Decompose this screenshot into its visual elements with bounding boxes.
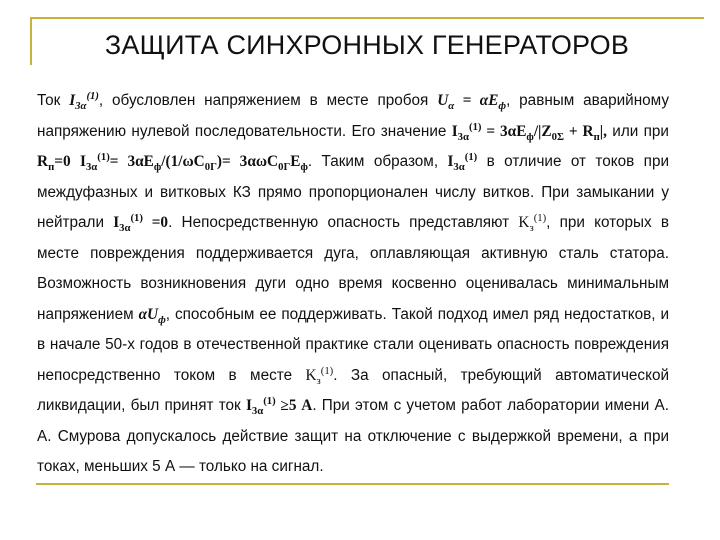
paragraph-text: Ток $I_{3\alpha}^{(1)}$, обусловлен напряжением в месте пробоя $U_\alpha = \alpha E_ф$, равным аварийному напряжению нулевой последовательности. Его значение $I_{3\alpha}^{(1)} = 3\alpha E_ф/|Z_{0\Sigma} + R_п|$, или при $R_п=0$ $I_{3\alpha}^{(1)}= 3\alpha E_ф/(1/\omega C_{0Г})= 3\alpha\omega C_{0Г}E_ф$. Таким образом, $I_{3\alpha}^{(1)}$ в отличие от токов при междуфазных и витковых КЗ прямо пропорционален числу витков. При замыкании у нейтрали $I_{3\alpha}^{(1)} =0$. Непосредственную опасность представляют $K_з^{(1)}$, при которых в месте повреждения поддерживается дуга, оплавляющая активную сталь статора. Возможность возникновения дуги одно время косвенно оценивалась минимальным напряжением $\alpha U_ф$, способным ее поддерживать. Такой подход имел ряд недостатков, и в начале 50-х годов в отечественной практике стали оценивать опасность повреждения непосредственно током в месте $K_з^{(1)}$. За опасный, требующий автоматической ликвидации, был принят ток $I_{3\alpha}^{(1)} \ge 5$ А. При этом с учетом работ лаборатории имени А. А. Смурова допускалось действие защит на отключение с выдержкой времени, а при токах, меньших 5 А — только на сигнал. — [37, 89, 669, 475]
formula-i3a-capacitive: $I_{3\alpha}^{(1)}= 3\alpha E_ф/(1/\omega C_{0Г})= 3\alpha\omega C_{0Г}E_ф$ — [80, 150, 308, 174]
formula-ua: $U_\alpha = \alpha E_ф$ — [437, 92, 507, 113]
formula-kz-2: $K_з^{(1)}$ — [305, 364, 334, 387]
formula-i3a-zero: $I_{3\alpha}^{(1)} =0$ — [113, 211, 169, 235]
formula-i3a-value: $I_{3\alpha}^{(1)} = 3\alpha E_ф/|Z_{0\Sigma} + R_п|$, — [451, 120, 607, 143]
slide-frame-bottom-line — [36, 483, 669, 485]
formula-rp-zero: $R_п=0$ — [37, 153, 71, 174]
formula-i3a-threshold: $I_{3\alpha}^{(1)} \ge 5$ А — [245, 394, 313, 418]
formula-i3a: $I_{3\alpha}^{(1)}$ — [69, 89, 99, 113]
slide-body-paragraph — [37, 86, 669, 483]
formula-kz: $K_з^{(1)}$ — [518, 211, 547, 235]
formula-auf: $\alpha U_ф$ — [138, 305, 166, 326]
formula-i3a-ref: $I_{3\alpha}^{(1)}$ — [447, 150, 478, 174]
slide-title: ЗАЩИТА СИНХРОННЫХ ГЕНЕРАТОРОВ — [104, 30, 630, 60]
slide-frame-top-line — [30, 17, 704, 19]
